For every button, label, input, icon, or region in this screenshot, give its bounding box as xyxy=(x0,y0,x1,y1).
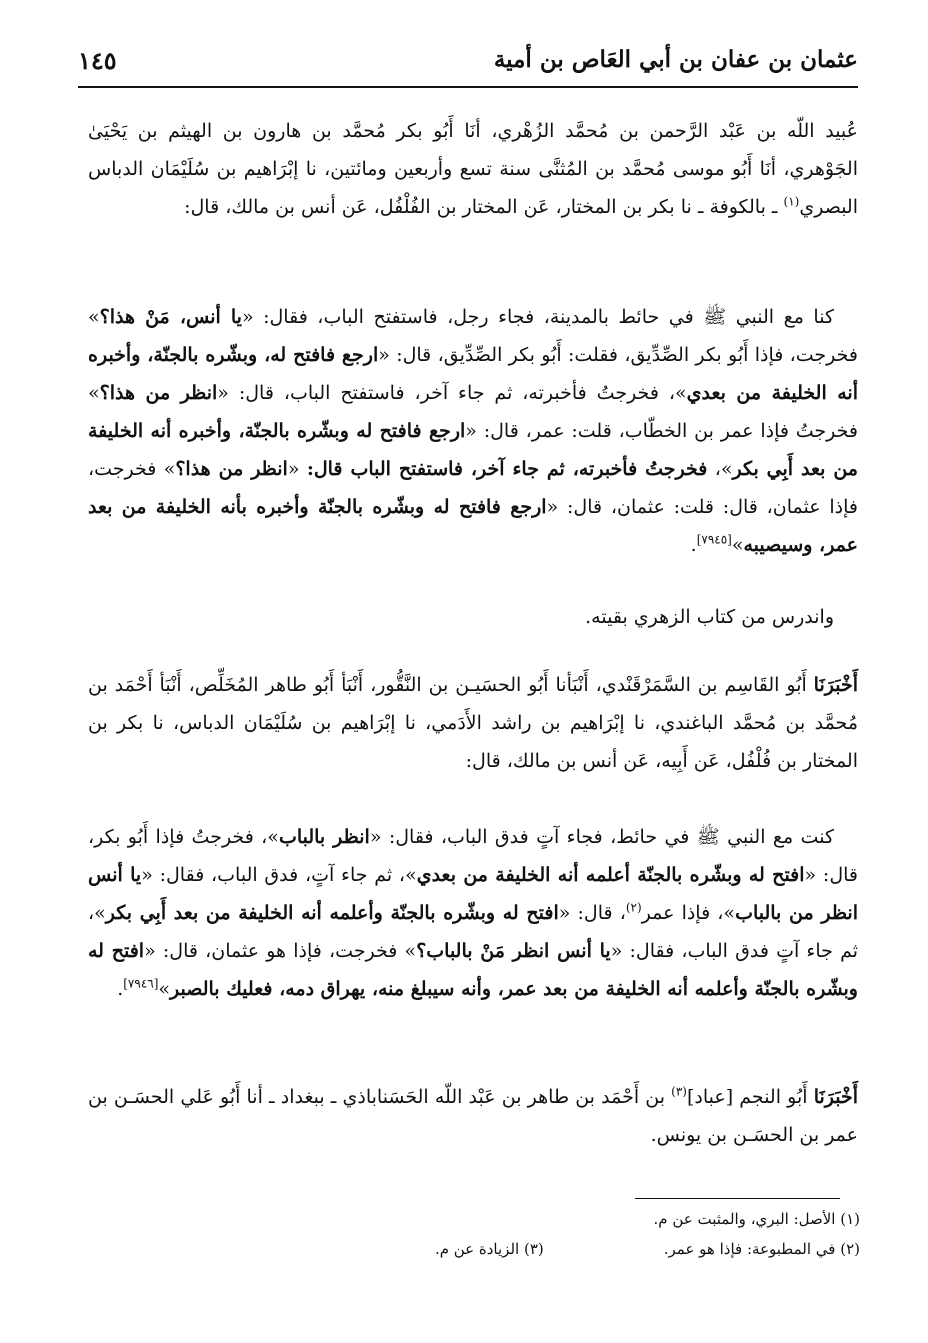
paragraph-isnad-3 xyxy=(88,1078,858,1154)
page-number: ١٤٥ xyxy=(78,46,117,75)
hadith-text: » xyxy=(158,978,171,1000)
footnote-marker: (١) xyxy=(783,194,800,209)
hadith-text: »، فخرجتُ فأخبرته، ثم جاء آخر، فاستفتح الباب، قال: « xyxy=(217,382,687,404)
hadith-text: كنت مع النبي ﷺ في حائط، فجاء آتٍ فدق الباب، فقال: « xyxy=(369,826,834,848)
hadith-text: » فخرجت، فإذا أَبُو بكر الصِّدِّيق، فقلت: أَبُو بكر الصِّدِّيق، قال: « xyxy=(88,306,858,366)
footnote-2-3 xyxy=(310,1236,860,1262)
hadith-text: كنا مع النبي ﷺ في حائط بالمدينة، فجاء رجل، فاستفتح الباب، فقال: « xyxy=(241,306,834,328)
hadith-text: » xyxy=(731,534,744,556)
hadith-quote: يا أنس، مَنْ هذا؟ xyxy=(99,306,242,328)
hadith-quote: فخرجتُ فأخبرته، ثم جاء آخر، فاستفتح الباب قال: xyxy=(306,458,708,480)
hadith-number: [٧٩٤٦] xyxy=(123,976,159,991)
hadith-text: » فخرجت، فإذا هو عثمان، قال: « xyxy=(144,940,417,962)
header-title: عثمان بن عفان بن أبي العَاص بن أمية xyxy=(493,46,858,73)
isnad-text: أَبُو القَاسِم بن السَّمَرْقَنْدي، أَنْبَأنا أَبُو الحسَيـن بن النَّقُّور، أَنْبَأ أَبُو طاهر المُخَلِّص، أَنْبَأ أَحْمَد بن مُحمَّد بن مُحمَّد الباغندي، نا إبْرَاهيم بن راشد الأَدَمي، نا إبْرَاهيم بن سُلَيْمَان الدباس، نا بكر بن المختار بن فُلْفُل، عَن أَبِيه، عَن أنس بن مالك، قال: xyxy=(88,674,858,772)
hadith-text: »، فإذا عمر xyxy=(641,902,736,924)
footnote-text: (٣) الزيادة عن م. xyxy=(434,1240,544,1258)
hadith-text: » فخرجتُ فإذا عمر بن الخطّاب، قلت: عمر، قال: « xyxy=(88,382,858,442)
paragraph-isnad-1 xyxy=(88,112,858,226)
hadith-quote: انظر من هذا؟ xyxy=(99,382,218,404)
footnote-marker: (٢) xyxy=(625,900,642,915)
paragraph-isnad-2 xyxy=(88,666,858,780)
akhbarana-lead: أَخْبَرَنَا xyxy=(813,674,858,696)
isnad-text: عُبيد اللّه بن عَبْد الرَّحمن بن مُحمَّد الزُهْري، أنَا أَبُو بكر مُحمَّد بن هارون بن الهيثم بن يَحْيَىٰ الجَوْهري، أنَا أَبُو موسى مُحمَّد بن المُثنَّى سنة تسع وأربعين ومائتين، نا إبْرَاهيم بن سُلَيْمَان الدباس البصري xyxy=(88,120,858,218)
hadith-quote: افتح له وبشّره بالجنّة أعلمه أنه الخليفة من بعدي xyxy=(416,864,805,886)
hadith-quote: ارجع فافتح له وبشّره بالجنّة، وأخبره أنه الخليفة من بعد أَبِي بكر xyxy=(88,420,858,480)
hadith-text: « xyxy=(287,458,307,480)
hadith-text: »، ثم جاء آتٍ فدق الباب، فقال: « xyxy=(88,902,859,962)
footnote-marker: (٣) xyxy=(671,1084,687,1099)
hadith-quote: افتح له وبشّره بالجنّة وأعلمه أنه الخليفة من بعد عمر، وأنه سيبلغ منه، يهراق دمه، فعليك بالصبر xyxy=(88,940,858,1000)
hadith-quote: يا أنس انظر مَنْ بالباب؟ xyxy=(416,940,611,962)
hadith-text: »، xyxy=(707,458,733,480)
paragraph-hadith-2 xyxy=(88,818,858,1008)
header-rule xyxy=(78,86,858,88)
hadith-text: . xyxy=(690,534,697,556)
hadith-text: »، فخرجتُ فإذا أَبُو بكر، قال: « xyxy=(88,826,859,886)
isnad-text: ـ بالكوفة ـ نا بكر بن المختار، عَن المختار بن الفُلْفُل، عَن أنس بن مالك، قال: xyxy=(184,196,784,218)
isnad-text: أَبُو النجم [عباد] xyxy=(686,1086,814,1108)
paragraph-note xyxy=(88,598,858,636)
hadith-quote: انظر بالباب xyxy=(278,826,370,848)
hadith-quote: ارجع فافتح له وبشّره بالجنّة وأخبره بأنه الخليفة من بعد عمر، وسيصيبه xyxy=(88,496,858,556)
footnote-text: (١) الأصل: البري، والمثبت عن م. xyxy=(653,1210,860,1228)
footnote-text: (٢) في المطبوعة: فإذا هو عمر. xyxy=(663,1240,860,1258)
akhbarana-lead: أَخْبَرَنَا xyxy=(813,1086,859,1108)
running-header xyxy=(78,42,858,90)
hadith-text: . xyxy=(117,978,124,1000)
hadith-quote: افتح له وبشّره بالجنّة وأعلمه أنه الخليفة من بعد أَبِي بكر xyxy=(105,902,559,924)
hadith-text: » فخرجت، فإذا عثمان، قال: قلت: عثمان، قال: « xyxy=(88,458,858,518)
note-text: واندرس من كتاب الزهري بقيته. xyxy=(585,606,834,628)
hadith-number: [٧٩٤٥] xyxy=(696,532,732,547)
hadith-text: »، ثم جاء آتٍ، فدق الباب، فقال: « xyxy=(141,864,417,886)
hadith-quote: يا أنس انظر من بالباب xyxy=(88,864,858,924)
footnote-1 xyxy=(310,1206,860,1232)
hadith-quote: انظر من هذا؟ xyxy=(175,458,288,480)
hadith-quote: ارجع فافتح له، وبشّره بالجنّة، وأخبره أنه الخليفة من بعدي xyxy=(88,344,858,404)
footnote-rule xyxy=(635,1198,840,1199)
paragraph-hadith-1 xyxy=(88,298,858,564)
hadith-text: ، قال: « xyxy=(558,902,626,924)
isnad-text: بن أَحْمَد بن طاهر بن عَبْد اللّه الحَسَناباذي ـ ببغداد ـ أنا أَبُو عَلي الحسَـن بن عمر بن الحسَـن بن يونس. xyxy=(88,1086,858,1146)
